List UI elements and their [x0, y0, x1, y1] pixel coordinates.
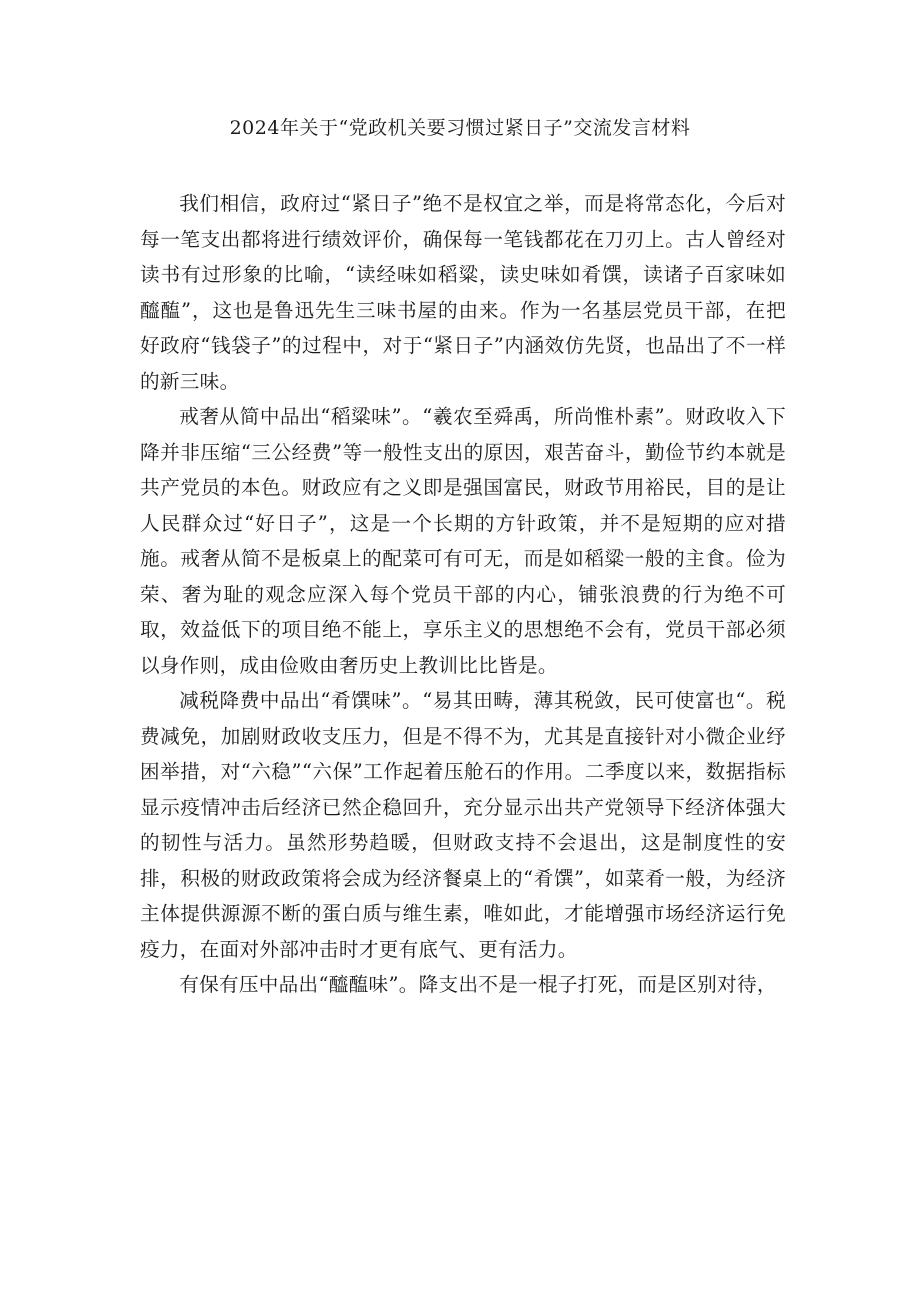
- paragraph-tax-cuts: 减税降费中品出“肴馔味”。“易其田畴，薄其税敛，民可使富也“。税费减免，加剧财政收支压力，但是不得不为，尤其是直接针对小微企业纾困举措，对“六稳”“六保”工作起着压舱石的作用。二季度以来，数据指标显示疫情冲击后经济已然企稳回升，充分显示出共产党领导下经济体强大的韧性与活力。虽然形势趋暖，但财政支持不会退出，这是制度性的安排，积极的财政政策将会成为经济餐桌上的“肴馔”，如菜肴一般，为经济主体提供源源不断的蛋白质与维生素，唯如此，才能增强市场经济运行免疫力，在面对外部冲击时才更有底气、更有活力。: [140, 689, 786, 961]
- document-title: 2024年关于“党政机关要习惯过紧日子”交流发言材料: [229, 117, 691, 139]
- paragraph-priorities: 有保有压中品出“醯醢味”。降支出不是一棍子打死，而是区别对待，: [179, 973, 777, 996]
- paragraph-intro: 我们相信，政府过“紧日子”绝不是权宜之举，而是将常态化，今后对每一笔支出都将进行绩效评价，确保每一笔钱都花在刀刃上。古人曾经对读书有过形象的比喻，“读经味如稻粱，读史味如肴馔，读诸子百家味如醯醢”，这也是鲁迅先生三味书屋的由来。作为一名基层党员干部，在把好政府“钱袋子”的过程中，对于“紧日子”内涵效仿先贤，也品出了不一样的新三味。: [140, 192, 786, 393]
- document-body: [140, 186, 786, 1003]
- paragraph-frugality: 戒奢从简中品出“稻粱味”。“羲农至舜禹，所尚惟朴素”。财政收入下降并非压缩“三公经费”等一般性支出的原因，艰苦奋斗，勤俭节约本就是共产党员的本色。财政应有之义即是强国富民，财政节用裕民，目的是让人民群众过“好日子”，这是一个长期的方针政策，并不是短期的应对措施。戒奢从简不是板桌上的配菜可有可无，而是如稻粱一般的主食。俭为荣、奢为耻的观念应深入每个党员干部的内心，铺张浪费的行为绝不可取，效益低下的项目绝不能上，享乐主义的思想绝不会有，党员干部必须以身作则，成由俭败由奢历史上教训比比皆是。: [140, 405, 786, 677]
